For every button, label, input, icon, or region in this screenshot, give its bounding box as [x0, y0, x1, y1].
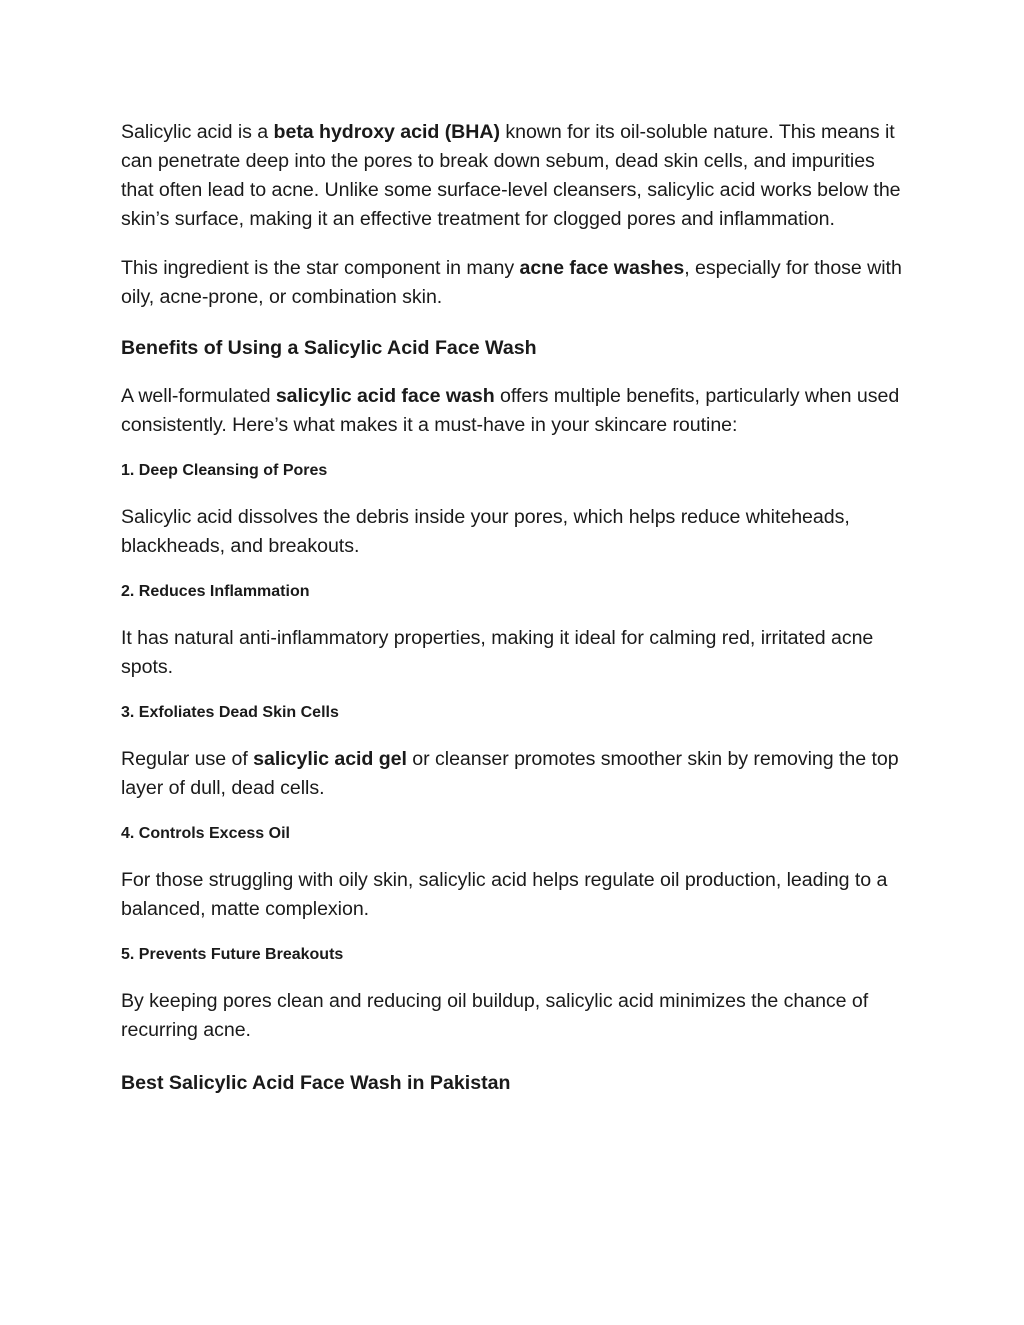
intro-text-post: known for its oil-soluble nature. This means it can penetrate deep into the pores to break down sebum, dead skin cells, and impurities that often lead to acne. Unlike some surface-level cleansers, salicylic acid works below the skin’s surface, making it an effective treatment for clogged pores and inflammation. — [121, 121, 901, 230]
intro-paragraph — [121, 118, 911, 234]
ingredient-bold-term: acne face washes — [519, 257, 685, 279]
benefit-title-3: 3. Exfoliates Dead Skin Cells — [121, 704, 339, 721]
benefits-intro-post: offers multiple benefits, particularly when used consistently. Here’s what makes it a must-have in your skincare routine: — [121, 385, 900, 436]
benefits-intro-bold-term: salicylic acid face wash — [275, 385, 495, 407]
benefits-intro-paragraph — [121, 382, 911, 440]
benefit-text-2: It has natural anti-inflammatory properties, making it ideal for calming red, irritated acne spots. — [121, 627, 874, 678]
ingredient-paragraph — [121, 254, 911, 312]
ingredient-text-post: , especially for those with oily, acne-prone, or combination skin. — [121, 257, 902, 308]
benefit-text-1: Salicylic acid dissolves the debris inside your pores, which helps reduce whiteheads, blackheads, and breakouts. — [121, 506, 850, 557]
best-face-wash-heading: Best Salicylic Acid Face Wash in Pakistan — [121, 1072, 511, 1094]
benefit-title-5: 5. Prevents Future Breakouts — [121, 946, 344, 963]
benefit-text-5: By keeping pores clean and reducing oil buildup, salicylic acid minimizes the chance of recurring acne. — [121, 990, 869, 1041]
ingredient-text-pre: This ingredient is the star component in many — [121, 257, 520, 279]
benefits-heading: Benefits of Using a Salicylic Acid Face Wash — [121, 337, 537, 359]
benefit-text-4: For those struggling with oily skin, salicylic acid helps regulate oil production, leading to a balanced, matte complexion. — [121, 869, 888, 920]
intro-bold-term: beta hydroxy acid (BHA) — [273, 121, 500, 143]
document-page — [121, 118, 911, 1098]
benefit-title-4: 4. Controls Excess Oil — [121, 825, 290, 842]
benefit-text-3 — [121, 745, 911, 803]
benefit-text-3-bold-term: salicylic acid gel — [253, 748, 407, 770]
benefit-title-1: 1. Deep Cleansing of Pores — [121, 462, 328, 479]
benefit-title-2: 2. Reduces Inflammation — [121, 583, 310, 600]
benefits-intro-pre: A well-formulated — [121, 385, 276, 407]
benefit-text-3-pre: Regular use of — [121, 748, 254, 770]
intro-text-pre: Salicylic acid is a — [121, 121, 274, 143]
benefit-text-3-post: or cleanser promotes smoother skin by removing the top layer of dull, dead cells. — [121, 748, 899, 799]
